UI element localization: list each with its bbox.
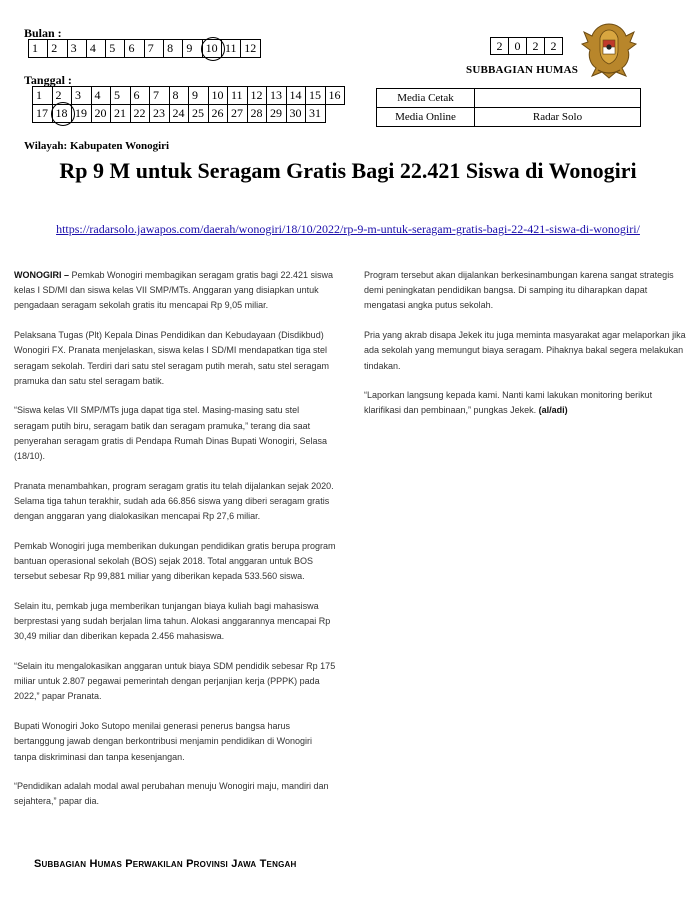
tanggal-label: Tanggal :: [24, 73, 72, 87]
month-cell-7: 7: [144, 40, 163, 58]
year-box: [490, 37, 563, 55]
paragraph: Pemkab Wonogiri juga memberikan dukungan pendidikan gratis berupa program bantuan operasional sekolah (BOS) sejak 2018. Total anggaran untuk BOS tersebut sebesar Rp 99,881 miliar yang diberikan kepada 533.560 siswa.: [14, 540, 336, 582]
media-table: [376, 88, 641, 127]
paragraph-text: “Laporkan langsung kepada kami. Nanti kami lakukan monitoring berikut klarifikasi dan pembinaan,” pungkas Jekek.: [364, 390, 653, 416]
article-title: Rp 9 M untuk Seragam Gratis Bagi 22.421 Siswa di Wonogiri: [59, 158, 637, 183]
date-cell-12: 12: [247, 87, 267, 105]
date-cell-10: 10: [208, 87, 228, 105]
date-cell-16: 16: [325, 87, 345, 105]
paragraph-text: Pemkab Wonogiri membagikan seragam gratis bagi 22.421 siswa kelas I SD/MI dan siswa kelas VII SMP/MTs. Anggaran yang disiapkan untuk pengadaan seragam sekolah gratis itu mencapai Rp 9,05 miliar.: [14, 270, 333, 311]
month-cell-5: 5: [106, 40, 125, 58]
paragraph: “Siswa kelas VII SMP/MTs juga dapat tiga stel. Masing-masing satu stel seragam putih biru, seragam batik dan seragam pramuka,” terang dia saat penyerahan seragam gratis di Pendapa Rumah Dinas Bupati Wonogiri, Selasa (18/10).: [14, 405, 328, 462]
media-cetak-value: [475, 89, 641, 108]
article-url-link[interactable]: https://radarsolo.jawapos.com/daerah/wonogiri/18/10/2022/rp-9-m-untuk-seragam-gratis-bagi-22-421-siswa-di-wonogiri/: [56, 222, 640, 236]
date-cell-4: 4: [91, 87, 111, 105]
date-cell-9: 9: [189, 87, 209, 105]
date-cell-7: 7: [150, 87, 170, 105]
year-digit: 2: [545, 38, 563, 55]
date-cell-27: 27: [228, 105, 248, 123]
date-cell-15: 15: [306, 87, 326, 105]
date-cell-31: 31: [306, 105, 326, 123]
date-cell-22: 22: [130, 105, 150, 123]
date-cell-6: 6: [130, 87, 150, 105]
month-cell-11: 11: [221, 40, 240, 58]
date-cell-13: 13: [267, 87, 287, 105]
subbagian-label: SUBBAGIAN HUMAS: [466, 64, 579, 76]
date-cell-19: 19: [72, 105, 92, 123]
month-cell-9: 9: [183, 40, 202, 58]
date-cell-14: 14: [286, 87, 306, 105]
month-cell-3: 3: [67, 40, 86, 58]
year-digit: 0: [509, 38, 527, 55]
date-cell-30: 30: [286, 105, 306, 123]
year-digit: 2: [491, 38, 509, 55]
date-grid: [32, 86, 345, 123]
paragraph: [364, 388, 686, 418]
month-cell-10: 10: [202, 40, 221, 58]
media-cetak-label: Media Cetak: [377, 89, 475, 108]
date-cell-29: 29: [267, 105, 287, 123]
date-cell-17: 17: [33, 105, 53, 123]
year-digit: 2: [527, 38, 545, 55]
footer-label: Subbagian Humas Perwakilan Provinsi Jawa Tengah: [34, 858, 297, 870]
paragraph: Selain itu, pemkab juga memberikan tunjangan biaya kuliah bagi mahasiswa berprestasi yang sudah berjalan lima tahun. Alokasi anggarannya mencapai Rp 30,49 miliar dan diberikan kepada 2.456 mahasiswa.: [14, 600, 331, 642]
article-column-left: [14, 268, 336, 824]
bulan-label: Bulan :: [24, 26, 62, 40]
date-cell-21: 21: [111, 105, 131, 123]
date-cell-25: 25: [189, 105, 209, 123]
paragraph: “Selain itu mengalokasikan anggaran untuk biaya SDM pendidik sebesar Rp 175 miliar untuk 2.807 pegawai pemerintah dengan perjanjian kerja (PPPK) pada 2022,” papar Pranata.: [14, 661, 336, 702]
month-cell-8: 8: [164, 40, 183, 58]
article-column-right: [364, 268, 686, 433]
month-grid: [28, 39, 261, 58]
date-cell-3: 3: [72, 87, 92, 105]
date-cell-26: 26: [208, 105, 228, 123]
date-cell-20: 20: [91, 105, 111, 123]
wilayah-label: Wilayah: Kabupaten Wonogiri: [24, 140, 170, 152]
dateline: WONOGIRI –: [14, 270, 70, 280]
date-cell-8: 8: [169, 87, 189, 105]
paragraph: Program tersebut akan dijalankan berkesinambungan karena sangat strategis demi peningkatan pendidikan bangsa. Di samping itu diharapkan dapat mengatasi angka putus sekolah.: [364, 270, 674, 311]
paragraph: [14, 268, 336, 314]
date-cell-2: 2: [52, 87, 72, 105]
paragraph: Pranata menambahkan, program seragam gratis itu telah dijalankan sejak 2020. Selama tiga tahun terakhir, sudah ada 66.856 siswa yang diberi seragam gratis dengan anggaran yang dialokasikan mencapai Rp 27,6 miliar.: [14, 480, 334, 522]
date-cell-24: 24: [169, 105, 189, 123]
month-cell-2: 2: [48, 40, 67, 58]
date-cell-28: 28: [247, 105, 267, 123]
signature: (al/adi): [538, 405, 568, 416]
date-cell-18: 18: [52, 105, 72, 123]
date-cell-5: 5: [111, 87, 131, 105]
month-cell-1: 1: [29, 40, 48, 58]
media-online-value: Radar Solo: [475, 108, 641, 127]
date-cell-11: 11: [228, 87, 248, 105]
paragraph: Pria yang akrab disapa Jekek itu juga meminta masyarakat agar melaporkan jika ada sekolah yang memungut biaya seragam. Pihaknya bakal segera melakukan tindakan.: [364, 330, 686, 371]
month-cell-4: 4: [86, 40, 105, 58]
month-cell-12: 12: [241, 40, 260, 58]
paragraph: Bupati Wonogiri Joko Sutopo menilai generasi penerus bangsa harus bertanggung jawab dengan berkontribusi menjamin pendidikan di Wonogiri tanpa diskriminasi dan tanpa kesenjangan.: [14, 721, 313, 762]
paragraph: “Pendidikan adalah modal awal perubahan menuju Wonogiri maju, mandiri dan sejahtera,” papar dia.: [14, 781, 329, 807]
date-cell-1: 1: [33, 87, 53, 105]
garuda-emblem-icon: [578, 20, 640, 84]
date-cell-23: 23: [150, 105, 170, 123]
media-online-label: Media Online: [377, 108, 475, 127]
paragraph: Pelaksana Tugas (Plt) Kepala Dinas Pendidikan dan Kebudayaan (Disdikbud) Wonogiri FX. Pranata menjelaskan, siswa kelas I SD/MI mendapatkan tiga stel seragam sekolah. Terdiri dari satu stel seragam putih merah, satu stel seragam pramuka dan satu stel seragam batik.: [14, 330, 329, 386]
month-cell-6: 6: [125, 40, 144, 58]
